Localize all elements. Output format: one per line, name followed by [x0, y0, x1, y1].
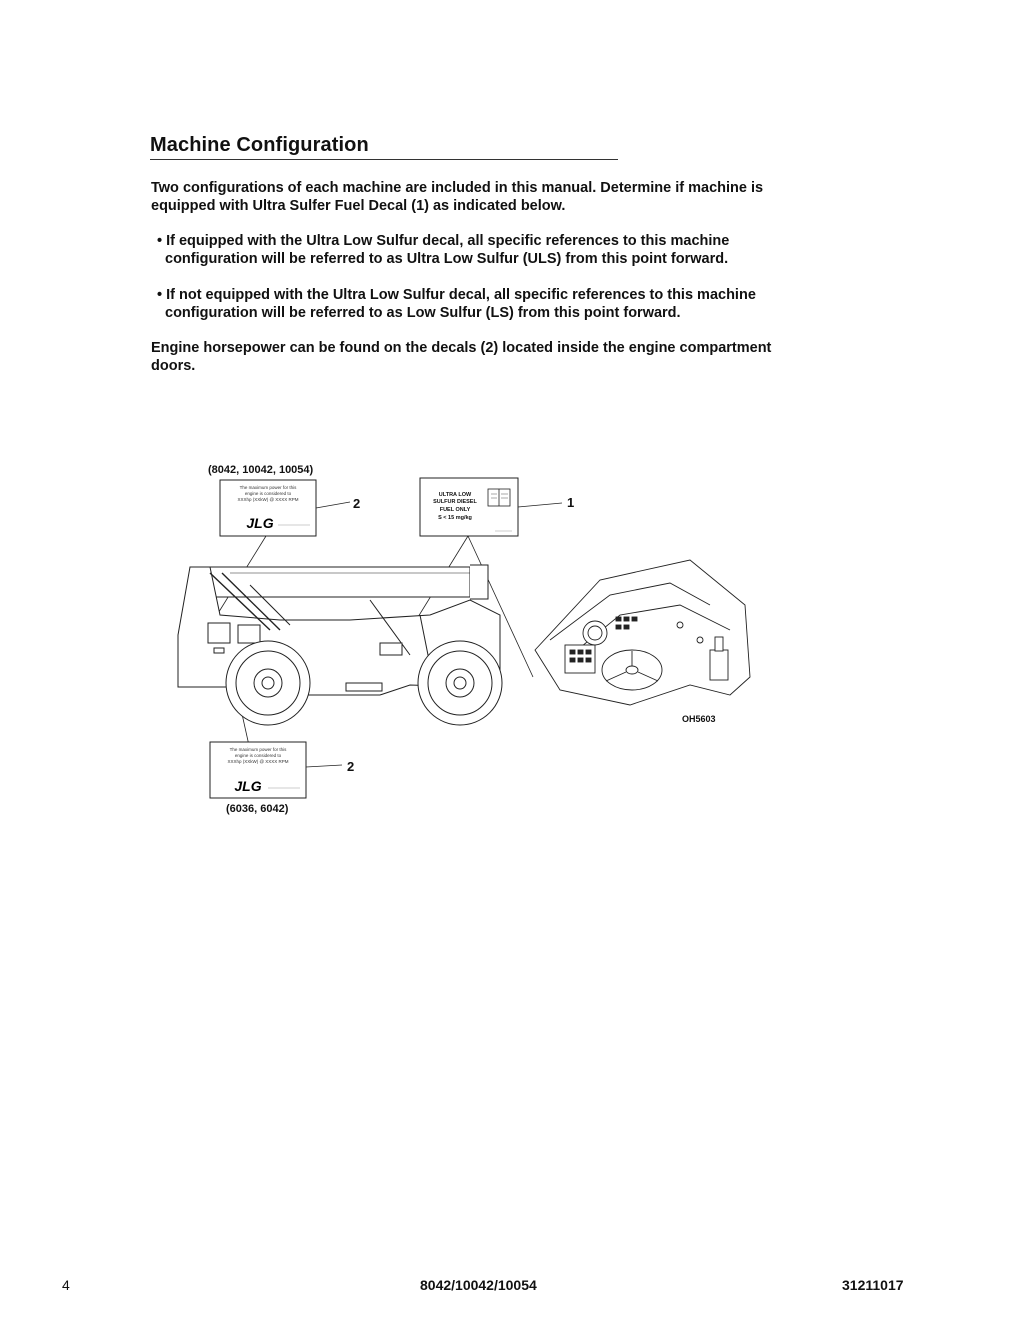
fuel-decal-line3: FUEL ONLY	[439, 507, 471, 513]
fuel-decal	[420, 478, 518, 536]
fuel-decal-line1: ULTRA LOW	[438, 492, 472, 498]
telehandler-illustration	[178, 565, 502, 725]
hp-decal-bottom	[210, 742, 306, 798]
footer-models: 8042/10042/10054	[420, 1277, 537, 1293]
callout-2-top: 2	[353, 496, 361, 511]
hp-decal-bottom-line2: engine is considered to	[234, 753, 282, 758]
cab-interior-illustration	[535, 560, 750, 705]
jlg-logo-bottom: JLG	[234, 778, 262, 794]
figure-id: OH5603	[682, 714, 716, 724]
manual-book-icon	[488, 489, 510, 506]
callout-1: 1	[567, 495, 575, 510]
hp-decal-top-line2: engine is considered to	[244, 491, 292, 496]
fuel-decal-line4: S < 15 mg/kg	[438, 515, 472, 521]
intro-paragraph: Two configurations of each machine are included in this manual. Determine if machine is equipped with Ultra Sulfer Fuel Decal (1) as indicated below.	[151, 180, 764, 214]
bullet-ls: • If not equipped with the Ultra Low Sulfur decal, all specific references to this machine configuration will be referred to as Low Sulfur (LS) from this point forward.	[157, 287, 756, 321]
engine-note-paragraph: Engine horsepower can be found on the decals (2) located inside the engine compartment doors.	[151, 340, 772, 374]
hp-decal-top	[220, 480, 316, 536]
hp-decal-bottom-line1: The maximum power for this	[229, 747, 287, 752]
top-decal-models-label: (8042, 10042, 10054)	[208, 464, 314, 476]
section-title: Machine Configuration	[150, 134, 618, 160]
footer-doc-number: 31211017	[842, 1277, 904, 1293]
bullet-uls: • If equipped with the Ultra Low Sulfur decal, all specific references to this machine configuration will be referred to as Ultra Low Sulfur (ULS) from this point forward.	[157, 233, 730, 267]
machine-configuration-figure	[170, 455, 770, 825]
callout-2-bottom: 2	[347, 759, 355, 774]
hp-decal-top-line3: XXXhp (XXkW) @ XXXX RPM	[237, 497, 299, 502]
hp-decal-top-line1: The maximum power for this	[239, 485, 297, 490]
hp-decal-bottom-line3: XXXhp (XXkW) @ XXXX RPM	[227, 759, 289, 764]
bottom-decal-models-label: (6036, 6042)	[226, 803, 289, 815]
fuel-decal-line2: SULFUR DIESEL	[433, 499, 477, 505]
jlg-logo-top: JLG	[246, 515, 274, 531]
figure-illustration	[170, 455, 770, 825]
page-number: 4	[62, 1277, 70, 1293]
